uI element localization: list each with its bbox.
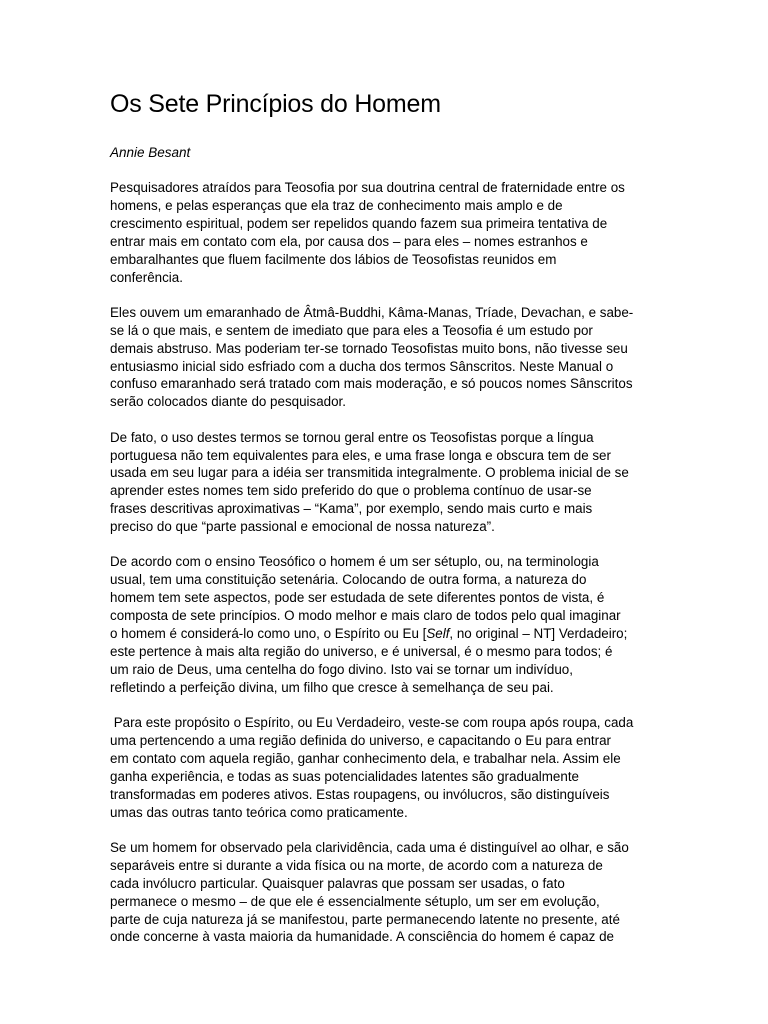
document-page	[110, 86, 658, 964]
text-line: ganha experiência, e todas as suas potencialidades latentes são gradualmente	[110, 768, 579, 784]
text-line: homens, e pelas esperanças que ela traz de conhecimento mais amplo e de	[110, 197, 563, 213]
text-line: conferência.	[110, 269, 183, 285]
paragraph	[110, 839, 658, 946]
text-line: transformadas em poderes ativos. Estas roupagens, ou invólucros, são distinguíveis	[110, 786, 610, 802]
text-line: composta de sete princípios. O modo melhor e mais claro de todos pelo qual imaginar	[110, 608, 621, 624]
text-line: se lá o que mais, e sentem de imediato que para eles a Teosofia é um estudo por	[110, 322, 593, 338]
text-line: cada invólucro particular. Quaisquer palavras que possam ser usadas, o fato	[110, 875, 565, 891]
text-line: Eles ouvem um emaranhado de Âtmâ-Buddhi, Kâma-Manas, Tríade, Devachan, e sabe-	[110, 304, 634, 320]
text-line: o homem é considerá-lo como uno, o Espírito ou Eu [Self, no original – NT] Verdadeiro;	[110, 626, 628, 642]
author-name: Annie Besant	[110, 145, 191, 160]
text-line: umas das outras tanto teórica como praticamente.	[110, 804, 408, 820]
paragraph	[110, 429, 658, 536]
text-line: usual, tem uma constituição setenária. Colocando de outra forma, a natureza do	[110, 572, 587, 588]
text-line: demais abstruso. Mas poderiam ter-se tornado Teosofistas muito bons, não tivesse seu	[110, 340, 628, 356]
text-line: portuguesa não tem equivalentes para eles, e uma frase longa e obscura tem de ser	[110, 447, 611, 463]
text-line: onde concerne à vasta maioria da humanidade. A consciência do homem é capaz de	[110, 929, 614, 945]
text-line: parte de cuja natureza já se manifestou, parte permanecendo latente no presente, até	[110, 911, 620, 927]
text-line: entusiasmo inicial sido esfriado com a ducha dos termos Sânscritos. Neste Manual o	[110, 358, 614, 374]
text-line: refletindo a perfeição divina, um filho que cresce à semelhança de seu pai.	[110, 679, 554, 695]
text-line: usada em seu lugar para a idéia ser transmitida integralmente. O problema inicial de se	[110, 465, 629, 481]
text-line: aprender estes nomes tem sido preferido do que o problema contínuo de usar-se	[110, 483, 592, 499]
text-line: em contato com aquela região, ganhar conhecimento dela, e trabalhar nela. Assim ele	[110, 750, 621, 766]
text-line: Para este propósito o Espírito, ou Eu Verdadeiro, veste-se com roupa após roupa, cada	[110, 715, 634, 731]
text-line: De fato, o uso destes termos se tornou geral entre os Teosofistas porque a língua	[110, 429, 594, 445]
text-line: Pesquisadores atraídos para Teosofia por sua doutrina central de fraternidade entre os	[110, 180, 625, 195]
document-body	[110, 179, 658, 946]
text-line: frases descritivas aproximativas – “Kama”, por exemplo, sendo mais curto e mais	[110, 501, 593, 517]
text-line: separáveis entre si durante a vida física ou na morte, de acordo com a natureza de	[110, 857, 603, 873]
text-line: De acordo com o ensino Teosófico o homem é um ser sétuplo, ou, na terminologia	[110, 554, 599, 570]
text-line: homem tem sete aspectos, pode ser estudada de sete diferentes pontos de vista, é	[110, 590, 605, 606]
text-line: confuso emaranhado será tratado com mais moderação, e só poucos nomes Sânscritos	[110, 376, 633, 392]
paragraph	[110, 304, 658, 411]
text-line: serão colocados diante do pesquisador.	[110, 394, 346, 410]
document-title: Os Sete Princípios do Homem	[110, 90, 441, 118]
paragraph	[110, 179, 658, 286]
text-line: embaralhantes que fluem facilmente dos lábios de Teosofistas reunidos em	[110, 251, 557, 267]
italic-term: Self	[426, 626, 450, 642]
text-line: preciso do que “parte passional e emocional de nossa natureza”.	[110, 519, 495, 535]
text-line: um raio de Deus, uma centelha do fogo divino. Isto vai se tornar um indivíduo,	[110, 661, 573, 677]
text-line: entrar mais em contato com ela, por causa dos – para eles – nomes estranhos e	[110, 233, 588, 249]
paragraph	[110, 553, 658, 696]
text-line: permanece o mesmo – de que ele é essencialmente sétuplo, um ser em evolução,	[110, 893, 600, 909]
text-line: uma pertencendo a uma região definida do universo, e capacitando o Eu para entrar	[110, 733, 611, 749]
text-line: Se um homem for observado pela clarividência, cada uma é distinguível ao olhar, e são	[110, 839, 629, 855]
text-line: crescimento espiritual, podem ser repelidos quando fazem sua primeira tentativa de	[110, 215, 608, 231]
paragraph	[110, 714, 658, 821]
text-line: este pertence à mais alta região do universo, e é universal, é o mesmo para todos; é	[110, 644, 613, 660]
